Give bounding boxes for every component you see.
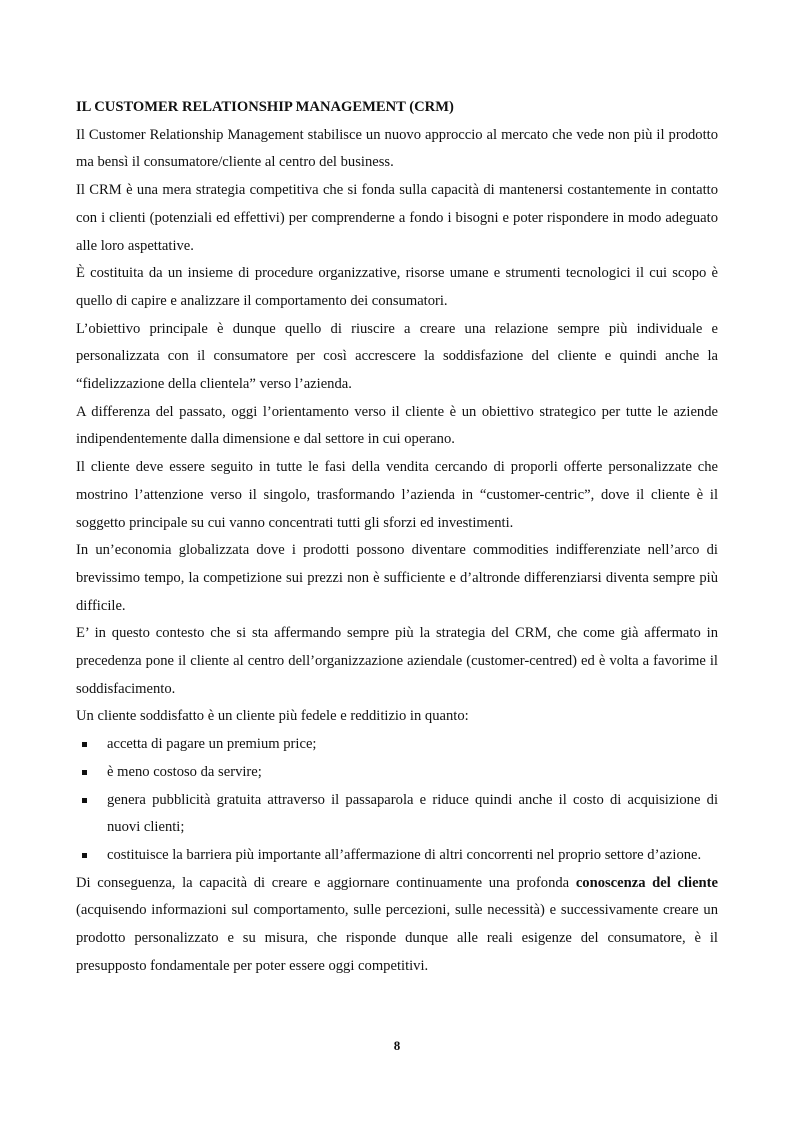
square-bullet-icon [82,770,87,775]
conclusion-text-end: (acquisendo informazioni sul comportamento, sulle percezioni, sulle necessità) e successivamente creare un prodotto personalizzato e su misura, che risponde dunque alle reali esigenze del consumatore, è il presupposto fondamentale per poter essere oggi competitivi. [76,902,718,974]
paragraph-9: Un cliente soddisfatto è un cliente più fedele e redditizio in quanto: [76,708,469,725]
conclusion-paragraph [76,870,718,981]
paragraph-1: Il Customer Relationship Management stabilisce un nuovo approccio al mercato che vede non più il prodotto ma bensì il consumatore/cliente al centro del business. [76,126,718,171]
paragraph-2: Il CRM è una mera strategia competitiva che si fonda sulla capacità di mantenersi costantemente in contatto con i clienti (potenziali ed effettivi) per comprenderne a fondo i bisogni e poter rispondere in modo adeguato alle loro aspettative. [76,182,718,254]
list-item-text: genera pubblicità gratuita attraverso il passaparola e riduce quindi anche il costo di acquisizione di nuovi clienti; [107,791,718,836]
page-number: 8 [393,1038,401,1053]
paragraph-8: E’ in questo contesto che si sta affermando sempre più la strategia del CRM, che come già affermato in precedenza pone il cliente al centro dell’organizzazione aziendale (customer-centred) ed è volta a favorime il soddisfacimento. [76,625,718,697]
paragraph-3: È costituita da un insieme di procedure organizzative, risorse umane e strumenti tecnologici il cui scopo è quello di capire e analizzare il comportamento dei consumatori. [76,265,718,309]
paragraph-4: L’obiettivo principale è dunque quello di riuscire a creare una relazione sempre più individuale e personalizzata con il consumatore per così accrescere la soddisfazione del cliente e quindi anche la “fidelizzazione della clientela” verso l’azienda. [76,320,718,393]
list-item-text: accetta di pagare un premium price; [107,736,317,753]
list-item [76,731,718,759]
list-item [76,787,718,842]
section-heading: IL CUSTOMER RELATIONSHIP MANAGEMENT (CRM) [76,99,454,115]
square-bullet-icon [82,742,87,747]
list-item-text: costituisce la barriera più importante all’affermazione di altri concorrenti nel proprio settore d’azione. [107,846,702,863]
list-item [76,759,718,787]
conclusion-bold-term: conoscenza del cliente [575,874,718,891]
paragraph-5: A differenza del passato, oggi l’orientamento verso il cliente è un obiettivo strategico per tutte le aziende indipendentemente dalla dimensione e dal settore in cui operano. [76,403,718,448]
square-bullet-icon [82,853,87,858]
square-bullet-icon [82,798,87,803]
conclusion-text-start: Di conseguenza, la capacità di creare e aggiornare continuamente una profonda [76,874,576,891]
paragraph-6: Il cliente deve essere seguito in tutte le fasi della vendita cercando di proporli offerte personalizzate che mostrino l’attenzione verso il singolo, trasformando l’azienda in “customer-centric”, dove il cliente è il soggetto principale su cui vanno concentrati tutti gli sforzi ed investimenti. [76,459,718,531]
document-body [76,94,718,981]
list-item [76,842,718,870]
list-item-text: è meno costoso da servire; [107,763,262,780]
paragraph-7: In un’economia globalizzata dove i prodotti possono diventare commodities indifferenziate nell’arco di brevissimo tempo, la competizione sui prezzi non è sufficiente e d’altronde differenziarsi diventa sempre più difficile. [76,542,718,614]
benefits-list [76,731,718,870]
